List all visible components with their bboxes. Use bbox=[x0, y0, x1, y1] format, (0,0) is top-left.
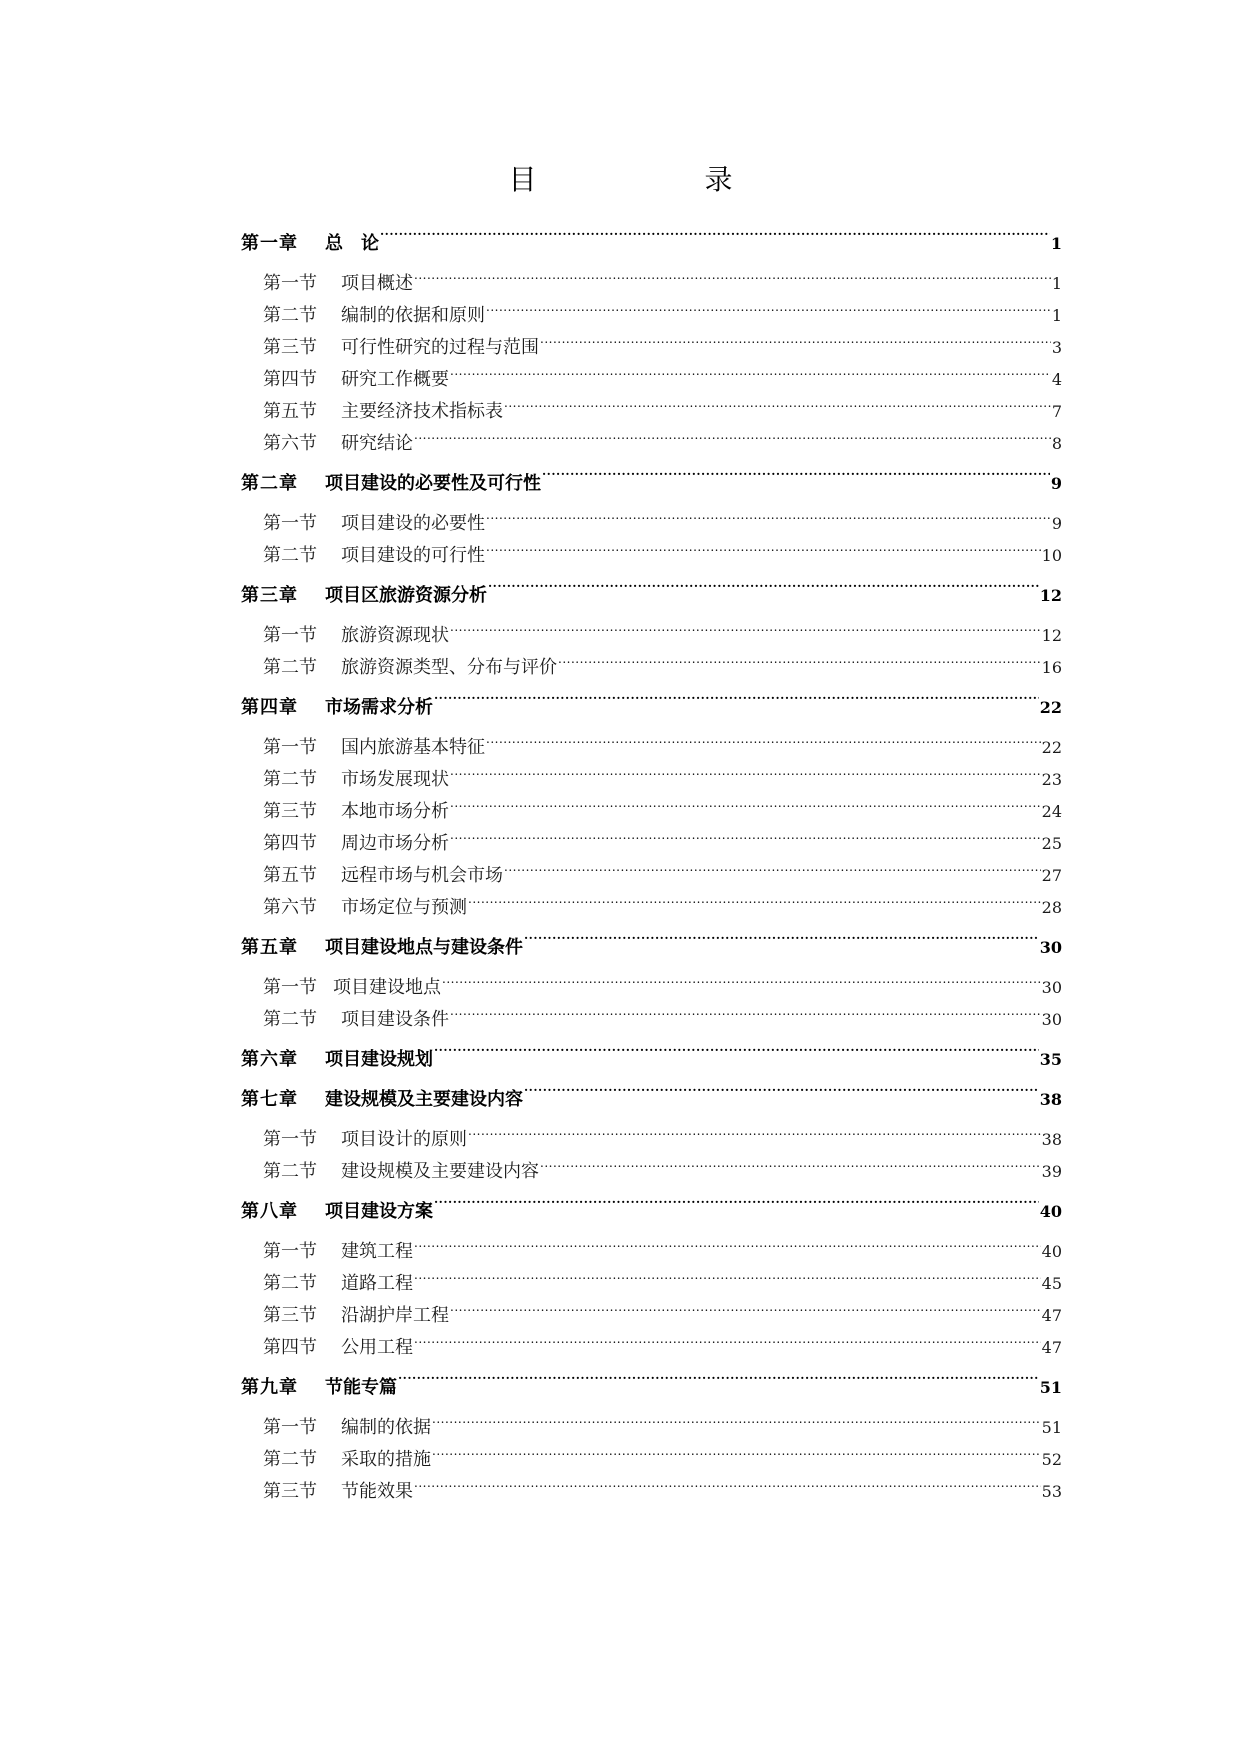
page-number: 45 bbox=[1041, 1274, 1062, 1293]
dot-leader bbox=[398, 1375, 1039, 1393]
page-number: 52 bbox=[1041, 1450, 1062, 1469]
toc-chapter bbox=[241, 684, 1062, 924]
toc-chapter bbox=[241, 1364, 1062, 1508]
dot-leader bbox=[434, 1199, 1039, 1217]
page-number: 38 bbox=[1041, 1130, 1062, 1149]
dot-leader bbox=[432, 1447, 1041, 1465]
dot-leader bbox=[450, 1007, 1041, 1025]
page-number: 27 bbox=[1041, 866, 1062, 885]
section-title: 公用工程 bbox=[341, 1337, 413, 1358]
dot-leader bbox=[486, 303, 1051, 321]
dot-leader bbox=[434, 1047, 1039, 1065]
toc-chapter-entry[interactable] bbox=[241, 1040, 1062, 1080]
page-number: 7 bbox=[1051, 402, 1062, 421]
toc-section-entry[interactable] bbox=[241, 428, 1062, 460]
page-number: 9 bbox=[1051, 514, 1062, 533]
dot-leader bbox=[380, 231, 1050, 249]
section-number: 第二节 bbox=[263, 1009, 317, 1030]
section-title: 项目概述 bbox=[341, 273, 413, 294]
section-number: 第一节 bbox=[263, 1417, 317, 1438]
page-number: 24 bbox=[1041, 802, 1062, 821]
toc-chapter bbox=[241, 1188, 1062, 1364]
chapter-number: 第三章 bbox=[241, 585, 298, 606]
section-title: 编制的依据 bbox=[341, 1417, 431, 1438]
page-number: 9 bbox=[1050, 474, 1062, 493]
chapter-title: 市场需求分析 bbox=[325, 697, 433, 718]
chapter-number: 第六章 bbox=[241, 1049, 298, 1070]
chapter-title: 项目建设方案 bbox=[325, 1201, 433, 1222]
section-title: 项目建设地点 bbox=[333, 977, 441, 998]
dot-leader bbox=[434, 695, 1039, 713]
section-title: 主要经济技术指标表 bbox=[341, 401, 503, 422]
toc-section-entry[interactable] bbox=[241, 732, 1062, 764]
dot-leader bbox=[540, 1159, 1041, 1177]
page-number: 47 bbox=[1041, 1338, 1062, 1357]
toc-chapter-entry[interactable] bbox=[241, 576, 1062, 616]
chapter-number: 第二章 bbox=[241, 473, 298, 494]
dot-leader bbox=[450, 831, 1041, 849]
section-number: 第三节 bbox=[263, 1305, 317, 1326]
section-title: 道路工程 bbox=[341, 1273, 413, 1294]
section-number: 第一节 bbox=[263, 737, 317, 758]
dot-leader bbox=[486, 543, 1041, 561]
chapter-title: 项目建设地点与建设条件 bbox=[325, 937, 523, 958]
page-number: 30 bbox=[1039, 938, 1062, 957]
dot-leader bbox=[468, 1127, 1041, 1145]
chapter-title: 节能专篇 bbox=[325, 1377, 397, 1398]
section-number: 第二节 bbox=[263, 1449, 317, 1470]
page-number: 51 bbox=[1039, 1378, 1062, 1397]
dot-leader bbox=[504, 399, 1051, 417]
dot-leader bbox=[414, 1239, 1041, 1257]
page-number: 39 bbox=[1041, 1162, 1062, 1181]
section-number: 第四节 bbox=[263, 1337, 317, 1358]
toc-chapter bbox=[241, 572, 1062, 684]
page-number: 30 bbox=[1041, 1010, 1062, 1029]
toc-section-entry[interactable] bbox=[241, 796, 1062, 828]
section-number: 第一节 bbox=[263, 977, 317, 998]
page-number: 40 bbox=[1039, 1202, 1062, 1221]
section-number: 第五节 bbox=[263, 865, 317, 886]
toc-section-entry[interactable] bbox=[241, 1004, 1062, 1036]
toc-section-entry[interactable] bbox=[241, 860, 1062, 892]
section-number: 第二节 bbox=[263, 1161, 317, 1182]
dot-leader bbox=[414, 1271, 1041, 1289]
toc-section-entry[interactable] bbox=[241, 1124, 1062, 1156]
toc-section-entry[interactable] bbox=[241, 1444, 1062, 1476]
section-title: 市场定位与预测 bbox=[341, 897, 467, 918]
dot-leader bbox=[542, 471, 1050, 489]
toc-section-entry[interactable] bbox=[241, 764, 1062, 796]
chapter-number: 第九章 bbox=[241, 1377, 298, 1398]
page-number: 22 bbox=[1041, 738, 1062, 757]
dot-leader bbox=[558, 655, 1041, 673]
section-number: 第一节 bbox=[263, 273, 317, 294]
toc-chapter-entry[interactable] bbox=[241, 1368, 1062, 1408]
page-number: 12 bbox=[1039, 586, 1062, 605]
toc-chapter bbox=[241, 224, 1062, 460]
toc-section-entry[interactable] bbox=[241, 892, 1062, 924]
section-number: 第二节 bbox=[263, 305, 317, 326]
toc-chapter bbox=[241, 460, 1062, 572]
page-number: 1 bbox=[1051, 274, 1062, 293]
dot-leader bbox=[450, 367, 1051, 385]
section-title: 周边市场分析 bbox=[341, 833, 449, 854]
section-title: 项目建设的必要性 bbox=[341, 513, 485, 534]
page-number: 38 bbox=[1039, 1090, 1062, 1109]
section-number: 第二节 bbox=[263, 769, 317, 790]
page-number: 23 bbox=[1041, 770, 1062, 789]
section-title: 节能效果 bbox=[341, 1481, 413, 1502]
page-number: 35 bbox=[1039, 1050, 1062, 1069]
page-number: 16 bbox=[1041, 658, 1062, 677]
toc-chapter-entry[interactable] bbox=[241, 464, 1062, 504]
section-title: 项目设计的原则 bbox=[341, 1129, 467, 1150]
dot-leader bbox=[540, 335, 1051, 353]
toc-section-entry[interactable] bbox=[241, 620, 1062, 652]
section-number: 第一节 bbox=[263, 625, 317, 646]
dot-leader bbox=[414, 271, 1051, 289]
section-title: 市场发展现状 bbox=[341, 769, 449, 790]
page-number: 4 bbox=[1051, 370, 1062, 389]
dot-leader bbox=[442, 975, 1041, 993]
section-number: 第三节 bbox=[263, 1481, 317, 1502]
toc-section-entry[interactable] bbox=[241, 1268, 1062, 1300]
section-title: 建筑工程 bbox=[341, 1241, 413, 1262]
toc-section-entry[interactable] bbox=[241, 972, 1062, 1004]
toc-section-entry[interactable] bbox=[241, 332, 1062, 364]
section-title: 本地市场分析 bbox=[341, 801, 449, 822]
page-number: 30 bbox=[1041, 978, 1062, 997]
section-number: 第二节 bbox=[263, 1273, 317, 1294]
section-number: 第二节 bbox=[263, 657, 317, 678]
dot-leader bbox=[468, 895, 1041, 913]
dot-leader bbox=[432, 1415, 1041, 1433]
toc-chapter-entry[interactable] bbox=[241, 1192, 1062, 1232]
section-number: 第一节 bbox=[263, 513, 317, 534]
page-number: 3 bbox=[1051, 338, 1062, 357]
page-number: 8 bbox=[1051, 434, 1062, 453]
section-number: 第四节 bbox=[263, 369, 317, 390]
chapter-title: 总 论 bbox=[325, 233, 379, 254]
toc-section-entry[interactable] bbox=[241, 508, 1062, 540]
page-number: 1 bbox=[1051, 306, 1062, 325]
toc-section-entry[interactable] bbox=[241, 652, 1062, 684]
toc-chapter-entry[interactable] bbox=[241, 1080, 1062, 1120]
dot-leader bbox=[504, 863, 1041, 881]
dot-leader bbox=[450, 1303, 1041, 1321]
section-title: 编制的依据和原则 bbox=[341, 305, 485, 326]
chapter-title: 项目区旅游资源分析 bbox=[325, 585, 487, 606]
chapter-title: 项目建设的必要性及可行性 bbox=[325, 473, 541, 494]
section-number: 第五节 bbox=[263, 401, 317, 422]
toc-section-entry[interactable] bbox=[241, 364, 1062, 396]
page-number: 40 bbox=[1041, 1242, 1062, 1261]
section-number: 第六节 bbox=[263, 897, 317, 918]
section-title: 可行性研究的过程与范围 bbox=[341, 337, 539, 358]
toc-section-entry[interactable] bbox=[241, 1156, 1062, 1188]
section-title: 采取的措施 bbox=[341, 1449, 431, 1470]
section-title: 研究结论 bbox=[341, 433, 413, 454]
chapter-number: 第八章 bbox=[241, 1201, 298, 1222]
page-number: 53 bbox=[1041, 1482, 1062, 1501]
toc-chapter-entry[interactable] bbox=[241, 224, 1062, 264]
chapter-number: 第一章 bbox=[241, 233, 298, 254]
page-number: 10 bbox=[1041, 546, 1062, 565]
section-number: 第六节 bbox=[263, 433, 317, 454]
section-title: 沿湖护岸工程 bbox=[341, 1305, 449, 1326]
dot-leader bbox=[414, 1335, 1041, 1353]
dot-leader bbox=[486, 735, 1041, 753]
section-title: 研究工作概要 bbox=[341, 369, 449, 390]
section-number: 第一节 bbox=[263, 1129, 317, 1150]
toc-section-entry[interactable] bbox=[241, 268, 1062, 300]
dot-leader bbox=[486, 511, 1051, 529]
section-title: 项目建设的可行性 bbox=[341, 545, 485, 566]
section-title: 国内旅游基本特征 bbox=[341, 737, 485, 758]
dot-leader bbox=[524, 935, 1039, 953]
section-title: 远程市场与机会市场 bbox=[341, 865, 503, 886]
dot-leader bbox=[450, 623, 1041, 641]
page-number: 1 bbox=[1050, 234, 1062, 253]
dot-leader bbox=[450, 767, 1041, 785]
page-number: 25 bbox=[1041, 834, 1062, 853]
section-number: 第三节 bbox=[263, 801, 317, 822]
chapter-title: 项目建设规划 bbox=[325, 1049, 433, 1070]
dot-leader bbox=[450, 799, 1041, 817]
toc-chapter bbox=[241, 924, 1062, 1036]
section-number: 第三节 bbox=[263, 337, 317, 358]
toc-section-entry[interactable] bbox=[241, 1236, 1062, 1268]
page-number: 47 bbox=[1041, 1306, 1062, 1325]
toc-section-entry[interactable] bbox=[241, 540, 1062, 572]
chapter-title: 建设规模及主要建设内容 bbox=[325, 1089, 523, 1110]
chapter-number: 第五章 bbox=[241, 937, 298, 958]
toc-section-entry[interactable] bbox=[241, 1476, 1062, 1508]
section-title: 旅游资源类型、分布与评价 bbox=[341, 657, 557, 678]
page-number: 51 bbox=[1041, 1418, 1062, 1437]
toc-section-entry[interactable] bbox=[241, 1412, 1062, 1444]
section-number: 第四节 bbox=[263, 833, 317, 854]
chapter-number: 第四章 bbox=[241, 697, 298, 718]
page-number: 22 bbox=[1039, 698, 1062, 717]
dot-leader bbox=[414, 1479, 1041, 1497]
toc-section-entry[interactable] bbox=[241, 396, 1062, 428]
section-number: 第一节 bbox=[263, 1241, 317, 1262]
toc-chapter-entry[interactable] bbox=[241, 928, 1062, 968]
toc-section-entry[interactable] bbox=[241, 1332, 1062, 1364]
section-title: 旅游资源现状 bbox=[341, 625, 449, 646]
section-title: 项目建设条件 bbox=[341, 1009, 449, 1030]
toc-section-entry[interactable] bbox=[241, 828, 1062, 860]
section-number: 第二节 bbox=[263, 545, 317, 566]
dot-leader bbox=[488, 583, 1039, 601]
table-of-contents bbox=[241, 224, 1062, 1508]
toc-section-entry[interactable] bbox=[241, 1300, 1062, 1332]
page-number: 28 bbox=[1041, 898, 1062, 917]
toc-section-entry[interactable] bbox=[241, 300, 1062, 332]
toc-chapter bbox=[241, 1036, 1062, 1080]
dot-leader bbox=[524, 1087, 1039, 1105]
toc-chapter bbox=[241, 1080, 1062, 1188]
dot-leader bbox=[414, 431, 1051, 449]
chapter-number: 第七章 bbox=[241, 1089, 298, 1110]
page-title: 目 录 bbox=[508, 163, 803, 196]
page-number: 12 bbox=[1041, 626, 1062, 645]
section-title: 建设规模及主要建设内容 bbox=[341, 1161, 539, 1182]
toc-chapter-entry[interactable] bbox=[241, 688, 1062, 728]
